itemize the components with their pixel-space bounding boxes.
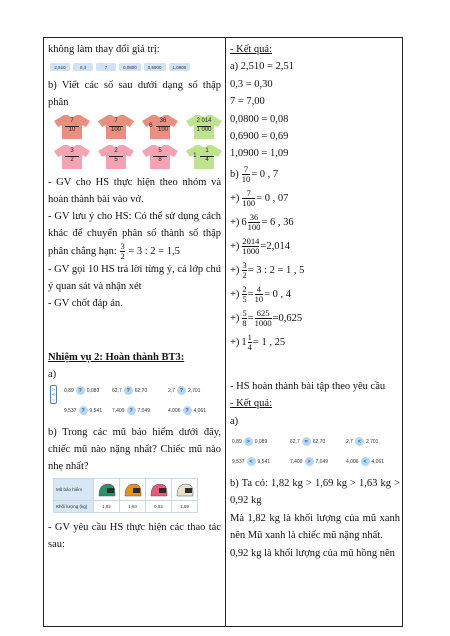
denominator: 10 bbox=[241, 174, 251, 185]
comparison-sign: < bbox=[247, 457, 256, 466]
comparison-answer-pair bbox=[346, 437, 378, 446]
helmet-table bbox=[53, 478, 198, 513]
teacher-column bbox=[44, 38, 225, 626]
helmet-green bbox=[94, 479, 120, 501]
comparison-exercise bbox=[48, 381, 221, 421]
answer-2-a-label: a) bbox=[230, 415, 239, 427]
fraction-answer bbox=[230, 331, 400, 355]
weight-header: Khối lượng (kg) bbox=[54, 501, 94, 513]
right-value: 62,70 bbox=[134, 387, 148, 394]
comparison-pair bbox=[64, 386, 99, 395]
equals-text: = 3 : 2 = 1 , 5 bbox=[247, 265, 305, 277]
weight-cell: 0,92 bbox=[146, 501, 172, 513]
result-heading: - Kết quả: bbox=[230, 44, 272, 55]
helmet-icon bbox=[150, 482, 168, 498]
numerator: 3 bbox=[70, 148, 74, 154]
weight-cell: 1,63 bbox=[120, 501, 146, 513]
comparison-answer-pair bbox=[290, 457, 328, 466]
question-bubble: ? bbox=[124, 386, 133, 395]
answer-b-1: b) Ta có: 1,82 kg > 1,69 kg > 1,63 kg > 0,92 kg bbox=[230, 478, 400, 507]
comparison-answer-pair bbox=[346, 457, 384, 466]
number-chip: 7 bbox=[96, 63, 116, 71]
question-bubble: ? bbox=[79, 406, 88, 415]
instruction-2: - GV lưu ý cho HS: Có thể sử dụng cách khác để chuyển phân số thành số thập phân chẳng hạn: $\frac{3}{2}$ = 3 : 2 = 1,5 bbox=[48, 211, 221, 261]
shirt-card bbox=[141, 144, 179, 170]
task-b-text: b) Viết các số sau dưới dạng số thập phân bbox=[48, 80, 221, 108]
helmet-icon bbox=[98, 482, 116, 498]
legend-symbol: > bbox=[52, 387, 55, 392]
equals-text: = bbox=[247, 289, 254, 301]
fraction bbox=[255, 285, 264, 304]
right-value: 9,541 bbox=[89, 407, 103, 414]
shirt-fraction bbox=[191, 148, 223, 164]
denominator: 1000 bbox=[254, 318, 272, 329]
comparison-legend bbox=[50, 385, 57, 404]
comparison-sign: < bbox=[361, 457, 370, 466]
equals-text: = 6 , 36 bbox=[261, 217, 294, 229]
helmet-icon bbox=[124, 482, 142, 498]
left-value: 2,7 bbox=[168, 387, 175, 394]
item-label: b) bbox=[230, 169, 239, 181]
fraction bbox=[248, 213, 261, 232]
item-label: +) bbox=[230, 193, 240, 205]
result-heading-2: - Kết quả: bbox=[230, 398, 272, 410]
denominator: 2 bbox=[70, 157, 74, 163]
answer-line: 0,0800 = 0,08 bbox=[230, 113, 289, 125]
helmet-white bbox=[172, 479, 198, 501]
right-value: 7,049 bbox=[137, 407, 151, 414]
item-label: +) bbox=[230, 289, 240, 301]
whole-part: 6 bbox=[241, 217, 247, 229]
right-value: 62,70 bbox=[312, 438, 326, 445]
right-value: 2,701 bbox=[365, 438, 379, 445]
hs-note: - HS hoàn thành bài tập theo yêu cầu bbox=[230, 380, 386, 392]
comparison-answer-pair bbox=[232, 437, 267, 446]
comparison-answer-pair bbox=[290, 437, 325, 446]
denominator: 100 bbox=[247, 222, 261, 233]
number-chip: 1,0900 bbox=[169, 63, 191, 71]
numerator: 4 bbox=[256, 284, 261, 295]
right-value: 4,061 bbox=[371, 458, 385, 465]
denominator: 4 bbox=[205, 157, 209, 163]
left-value: 0,89 bbox=[232, 438, 242, 445]
answer-line: a) 2,510 = 2,51 bbox=[230, 61, 294, 73]
left-value: 7,409 bbox=[290, 458, 303, 465]
numerator: 7 bbox=[243, 164, 249, 175]
helmet-icon bbox=[176, 482, 194, 498]
whole-part: 1 bbox=[241, 337, 247, 349]
task-2-b-text: b) Trong các mũ bảo hiểm dưới đây, chiếc mũ nào nặng nhất? Chiếc mũ nào nhẹ nhất? bbox=[48, 427, 221, 472]
fraction bbox=[248, 333, 252, 352]
weight-cell: 1,69 bbox=[172, 501, 198, 513]
fraction-answer bbox=[230, 163, 400, 187]
whole-part: 6 bbox=[149, 122, 153, 129]
question-bubble: ? bbox=[183, 406, 192, 415]
helmet-header: Mũ bảo hiểm bbox=[54, 479, 94, 501]
item-label: +) bbox=[230, 313, 240, 325]
student-column bbox=[226, 38, 404, 626]
right-value: 2,701 bbox=[187, 387, 201, 394]
denominator: 4 bbox=[247, 342, 252, 353]
numerator: 2 bbox=[242, 284, 247, 295]
fraction bbox=[242, 285, 246, 304]
shirt-fraction bbox=[97, 118, 135, 134]
numerator: 7 bbox=[246, 188, 251, 199]
item-label: +) bbox=[230, 265, 240, 277]
comparison-sign: < bbox=[355, 437, 364, 446]
equals-text: =0,625 bbox=[272, 313, 303, 325]
shirt-card bbox=[185, 114, 223, 140]
shirt-card bbox=[141, 114, 179, 140]
right-value: 4,061 bbox=[193, 407, 207, 414]
helmet-pink bbox=[146, 479, 172, 501]
legend-symbol: < bbox=[52, 392, 55, 397]
numerator: 7 bbox=[114, 118, 118, 124]
comparison-answers bbox=[230, 432, 400, 472]
question-bubble: ? bbox=[127, 406, 136, 415]
denominator: 8 bbox=[242, 318, 247, 329]
denominator: 100 bbox=[157, 127, 168, 133]
number-chip: 2,510 bbox=[50, 63, 70, 71]
weight-cell: 1,82 bbox=[94, 501, 120, 513]
answer-b-3: 0,92 kg là khối lượng của mũ hồng nên bbox=[230, 547, 395, 559]
item-label: +) bbox=[230, 241, 240, 253]
numerator: 2 014 bbox=[196, 118, 212, 124]
instruction-5: - GV yêu cầu HS thực hiện các thao tác sau: bbox=[48, 522, 221, 550]
lesson-table bbox=[43, 37, 403, 627]
answers-a bbox=[230, 58, 400, 162]
question-bubble: ? bbox=[177, 386, 186, 395]
comparison-pair bbox=[112, 386, 147, 395]
numerator: 1 bbox=[205, 148, 209, 154]
left-value: 2,7 bbox=[346, 438, 353, 445]
whole-part: 1 bbox=[193, 152, 197, 159]
right-value: 0,089 bbox=[254, 438, 268, 445]
shirt-card bbox=[185, 144, 223, 170]
shirt-card bbox=[53, 114, 91, 140]
numerator: 3 bbox=[242, 260, 247, 271]
answer-line: 7 = 7,00 bbox=[230, 96, 265, 108]
shirt-fraction bbox=[147, 118, 179, 134]
right-value: 0,089 bbox=[86, 387, 100, 394]
denominator: 1 000 bbox=[196, 127, 212, 133]
comparison-sign: = bbox=[302, 437, 311, 446]
right-value: 7,049 bbox=[315, 458, 329, 465]
comparison-answer-pair bbox=[232, 457, 270, 466]
equals-text: =2,014 bbox=[260, 241, 290, 253]
answer-b-2: Mà 1,82 kg là khối lượng của mũ xanh nên Mũ xanh là chiếc mũ nặng nhất. bbox=[230, 512, 400, 542]
numerator: 2014 bbox=[242, 236, 260, 247]
shirt-cards bbox=[53, 114, 221, 170]
fraction bbox=[242, 309, 246, 328]
shirt-card bbox=[53, 144, 91, 170]
fraction-answer bbox=[230, 307, 400, 331]
fraction bbox=[242, 237, 259, 256]
left-value: 0,89 bbox=[64, 387, 74, 394]
denominator: 2 bbox=[242, 270, 247, 281]
numerator: 5 bbox=[242, 308, 247, 319]
fraction bbox=[255, 309, 272, 328]
item-label: +) bbox=[230, 217, 240, 229]
helmet-orange bbox=[120, 479, 146, 501]
number-strip bbox=[50, 63, 221, 71]
shirt-fraction bbox=[97, 148, 135, 164]
comparison-pair bbox=[168, 386, 200, 395]
instruction-4: - GV chốt đáp án. bbox=[48, 298, 123, 309]
denominator: 10 bbox=[254, 294, 264, 305]
numerator: 5 bbox=[158, 148, 162, 154]
equals-text: = 1 , 25 bbox=[252, 337, 286, 349]
numerator: 625 bbox=[256, 308, 270, 319]
number-chip: 0,0800 bbox=[119, 63, 141, 71]
left-value: 9,537 bbox=[64, 407, 77, 414]
example-fraction: $\frac{3}{2}$ bbox=[120, 241, 125, 261]
left-value: 9,537 bbox=[232, 458, 245, 465]
task-2-a-label: a) bbox=[48, 369, 57, 380]
left-value: 62,7 bbox=[112, 387, 122, 394]
numerator: 7 bbox=[70, 118, 74, 124]
numerator: 1 bbox=[247, 332, 252, 343]
denominator: 5 bbox=[242, 294, 247, 305]
denominator: 5 bbox=[114, 157, 118, 163]
shirt-fraction bbox=[53, 148, 91, 164]
fraction-answer bbox=[230, 211, 400, 235]
task-2-heading: Nhiệm vụ 2: Hoàn thành BT3: bbox=[48, 352, 185, 363]
answer-line: 0,6900 = 0,69 bbox=[230, 131, 289, 143]
right-value: 9,541 bbox=[257, 458, 271, 465]
instruction-3: - GV gọi 10 HS trả lời từng ý, cả lớp chú ý quan sát và nhận xét bbox=[48, 264, 221, 292]
shirt-card bbox=[97, 144, 135, 170]
intro-text: không làm thay đổi giá trị: bbox=[48, 44, 160, 55]
number-chip: 0,6900 bbox=[144, 63, 166, 71]
left-value: 4,006 bbox=[168, 407, 181, 414]
comparison-sign: > bbox=[305, 457, 314, 466]
shirt-fraction bbox=[141, 148, 179, 164]
legend-symbol: = bbox=[52, 397, 55, 402]
answers-b bbox=[230, 163, 400, 355]
fraction bbox=[242, 165, 251, 184]
number-chip: 0,3 bbox=[73, 63, 93, 71]
equals-text: = 0 , 07 bbox=[256, 193, 289, 205]
equals-text: = bbox=[247, 313, 254, 325]
numerator: 36 bbox=[249, 212, 259, 223]
item-label: +) bbox=[230, 337, 240, 349]
answer-line: 0,3 = 0,30 bbox=[230, 78, 273, 90]
answer-line: 1,0900 = 1,09 bbox=[230, 148, 289, 160]
comparison-pair bbox=[112, 406, 150, 415]
shirt-fraction bbox=[53, 118, 91, 134]
fraction-answer bbox=[230, 259, 400, 283]
comparison-sign: > bbox=[244, 437, 253, 446]
question-bubble: ? bbox=[76, 386, 85, 395]
fraction bbox=[242, 261, 246, 280]
denominator: 10 bbox=[68, 127, 76, 133]
comparison-pair bbox=[168, 406, 206, 415]
equals-text: = 0 , 7 bbox=[251, 169, 279, 181]
shirt-fraction bbox=[185, 118, 223, 134]
left-value: 7,409 bbox=[112, 407, 125, 414]
numerator: 36 bbox=[159, 118, 167, 124]
denominator: 8 bbox=[158, 157, 162, 163]
comparison-pair bbox=[64, 406, 102, 415]
fraction bbox=[242, 189, 255, 208]
fraction-answer bbox=[230, 283, 400, 307]
instruction-1: - GV cho HS thực hiện theo nhóm và hoàn thành bài vào vở. bbox=[48, 177, 221, 205]
fraction-answer bbox=[230, 187, 400, 211]
equals-text: = 0 , 4 bbox=[264, 289, 292, 301]
shirt-card bbox=[97, 114, 135, 140]
numerator: 2 bbox=[114, 148, 118, 154]
left-value: 4,006 bbox=[346, 458, 359, 465]
left-value: 62,7 bbox=[290, 438, 300, 445]
denominator: 100 bbox=[110, 127, 121, 133]
fraction-answer bbox=[230, 235, 400, 259]
denominator: 100 bbox=[242, 198, 256, 209]
denominator: 1000 bbox=[242, 246, 260, 257]
